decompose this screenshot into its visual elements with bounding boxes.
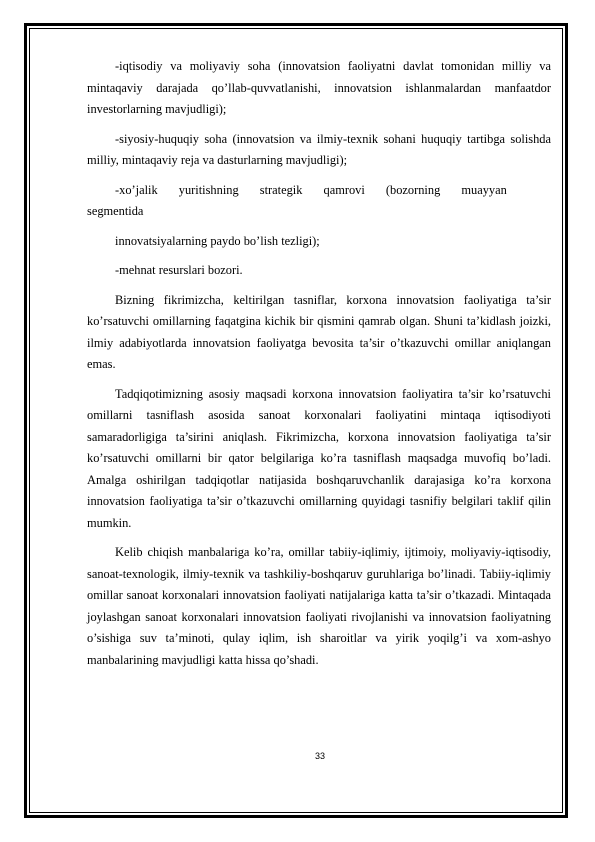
paragraph-classification-opinion: Bizning fikrimizcha, keltirilgan tasniflar, korxona innovatsion faoliyatiga ta’sir ko’rsatuvchi omillarning faqatgina kichik bir qismini qamrab olgan. Shuni ta’kidlash joizki, ilmiy adabiyotlarda innovatsion faoliyatga bevosita ta’sir o’tkazuvchi omillar aniqlangan emas. xyxy=(87,292,551,371)
paragraph-political-legal-sphere: -siyosiy-huquqiy soha (innovatsion va ilmiy-texnik sohani huquqiy tartibga solishda milliy, mintaqaviy reja va dasturlarning mavjudligi); xyxy=(87,131,551,167)
page-number: 33 xyxy=(314,751,325,761)
paragraph-research-goal: Tadqiqotimizning asosiy maqsadi korxona innovatsion faoliyatira ta’sir ko’rsatuvchi omillarni tasniflash asosida sanoat korxonalari faoliyatini mintaqa iqtisodiyoti samaradorligiga ta’sirini aniqlash. Fikrimizcha, korxona innovatsion faoliyatiga ta’sir ko’rsatuvchi omillarni bir qator belgilariga ko’ra tasniflash maqsadga muvofiq bo’ladi. Amalga oshirilgan tadqiqotlar natijasida boshqaruvchanlik darajasiga ko’ra korxona innovatsion faoliyatiga ta’sir o’tkazuvchi omillarning quyidagi tasnifiy belgilari taklif qilin mumkin. xyxy=(87,386,551,530)
paragraph-innovation-speed: innovatsiyalarning paydo bo’lish tezligi); xyxy=(115,233,320,248)
paragraph-factor-sources: Kelib chiqish manbalariga ko’ra, omillar tabiiy-iqlimiy, ijtimoiy, moliyaviy-iqtisodiy, sanoat-texnologik, ilmiy-texnik va tashkiliy-boshqaruv guruhlariga bo’linadi. Tabiiy-iqlimiy omillar sanoat korxonalari innovatsion faoliyati natijalariga katta ta’sir o’tkazadi. Mintaqada joylashgan sanoat korxonalari innovatsion faoliyati rivojlanishi va innovatsion faoliyatning o’sishiga suv ta’minoti, qulay iqlim, ish sharoitlar va yirik yoqilg’i va xom-ashyo manbalarining mavjudligi katta hissa qo’shadi. xyxy=(87,545,551,667)
paragraph-economic-sphere: -iqtisodiy va moliyaviy soha (innovatsion faoliyatni davlat tomonidan milliy va mintaqaviy darajada qo’llab-quvvatlanishi, innovatsion ishlanmalardan manfaatdor investorlarning mavjudligi); xyxy=(87,59,551,116)
paragraph-labor-market: -mehnat resurslari bozori. xyxy=(115,263,243,277)
document-body xyxy=(87,56,551,679)
paragraph-strategic-scope: -xo’jalik yuritishning strategik qamrovi (bozorning muayyan segmentida xyxy=(87,182,507,218)
